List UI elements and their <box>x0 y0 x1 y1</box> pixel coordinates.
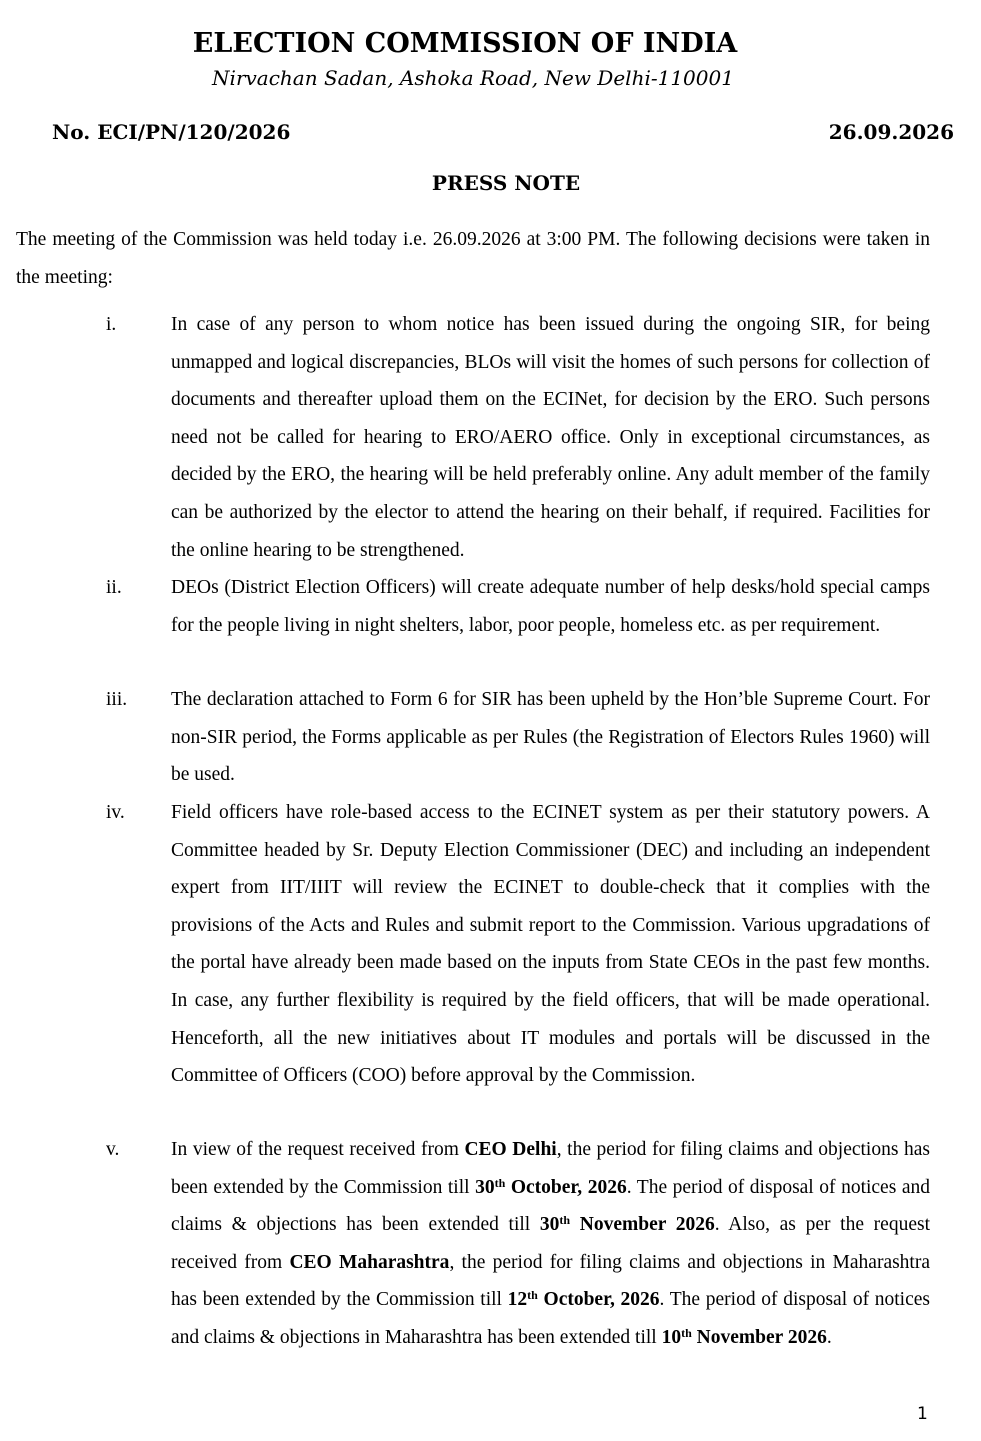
ordinal-suffix: th <box>494 1175 506 1190</box>
emphasis-text: 10 <box>661 1326 682 1348</box>
item-number: v. <box>106 1139 120 1160</box>
text-segment: , the period for filing claims and objections in Maharashtra has been extended by the Commission till <box>171 1251 931 1311</box>
emphasis-text: October, 2026 <box>537 1289 660 1311</box>
document-date: 26.09.2026 <box>828 120 954 144</box>
item-text: DEOs (District Election Officers) will create adequate number of help desks/hold special camps for the people living in night shelters, labor, poor people, homeless etc. as per requirement. <box>171 577 930 636</box>
emphasis-text: CEO Maharashtra <box>289 1251 450 1273</box>
reference-number: No. ECI/PN/120/2026 <box>52 120 291 144</box>
press-note-heading: PRESS NOTE <box>431 171 581 195</box>
organization-address: Nirvachan Sadan, Ashoka Road, New Delhi-110001 <box>212 66 734 90</box>
text-segment: In view of the request received from <box>171 1139 465 1160</box>
ordinal-suffix: th <box>681 1325 692 1340</box>
emphasis-text: 30 <box>475 1176 495 1198</box>
item-text: In case of any person to whom notice has been issued during the ongoing SIR, for being unmapped and logical discrepancies, BLOs will visit the homes of such persons for collection of documents and thereafter upload them on the ECINet, for decision by the ERO. Such persons need not be called for hearing to ERO/AERO office. Only in exceptional circumstances, as decided by the ERO, the hearing will be held preferably online. Any adult member of the family can be authorized by the elector to attend the hearing on their behalf, if required. Facilities for the online hearing to be strengthened. <box>171 314 930 561</box>
item-text: The declaration attached to Form 6 for SIR has been upheld by the Hon’ble Supreme Court. For non-SIR period, the Forms applicable as per Rules (the Registration of Electors Rules 1960) will be used. <box>171 689 930 786</box>
text-segment: . The period of disposal of notices and claims & objections in Maharashtra has been extended till <box>171 1289 930 1348</box>
intro-paragraph: The meeting of the Commission was held today i.e. 26.09.2026 at 3:00 PM. The following decisions were taken in the meeting: <box>16 229 930 288</box>
text-segment: . Also, as per the request received from <box>171 1214 930 1273</box>
item-text: Field officers have role-based access to the ECINET system as per their statutory powers. A Committee headed by Sr. Deputy Election Commissioner (DEC) and including an independent expert from IIT/IIIT will review the ECINET to double-check that it complies with the provisions of the Acts and Rules and submit report to the Commission. Various upgradations of the portal have already been made based on the inputs from State CEOs in the past few months. In case, any further flexibility is required by the field officers, that will be made operational. Henceforth, all the new initiatives about IT modules and portals will be discussed in the Committee of Officers (COO) before approval by the Commission. <box>171 802 930 1087</box>
page-number: 1 <box>917 1404 928 1424</box>
item-number: iv. <box>106 802 125 823</box>
emphasis-text: 12 <box>507 1289 528 1311</box>
item-number: i. <box>106 314 117 335</box>
item-number: iii. <box>106 689 128 710</box>
emphasis-text: 30 <box>539 1214 560 1236</box>
ordinal-suffix: th <box>559 1213 571 1228</box>
text-segment: , the period for filing claims and objections has been extended by the Commission till <box>171 1139 930 1198</box>
text-segment: . <box>826 1326 832 1348</box>
item-number: ii. <box>106 577 122 598</box>
ordinal-suffix: th <box>527 1288 538 1303</box>
text-segment: . The period of disposal of notices and claims & objections has been extended till <box>171 1176 931 1236</box>
item-text <box>171 1131 930 1357</box>
emphasis-text: November 2026 <box>570 1214 715 1236</box>
organization-title: ELECTION COMMISSION OF INDIA <box>192 28 738 59</box>
emphasis-text: November 2026 <box>691 1326 827 1348</box>
emphasis-text: CEO Delhi <box>464 1139 557 1160</box>
emphasis-text: October, 2026 <box>505 1176 627 1198</box>
